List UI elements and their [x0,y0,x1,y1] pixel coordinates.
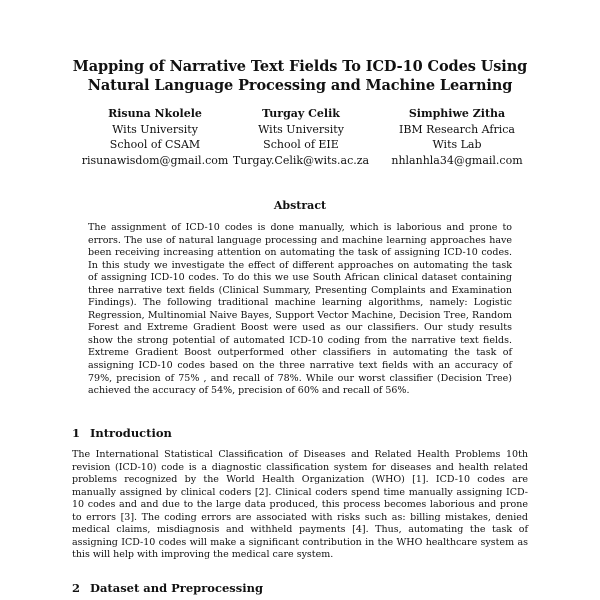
author-name: Turgay Celik [262,107,340,120]
author-affiliation: IBM Research Africa [398,122,515,136]
author-email: nhlanhla34@gmail.com [391,153,523,167]
section-number: 2 [72,581,81,595]
section-text: The International Statistical Classification of Diseases and Related Health Problems 10th revision (ICD-10) code is a diagnostic classification system for diseases and health related problems recognized by the World Health Organization (WHO) [1]. ICD-10 codes are manually assigned by clinical coders [2]. Clinical coders spend time manually assigning ICD-10 codes and and due to the large data produced, this process becomes laborious and prone to errors [3]. The coding errors are associated with risks such as: billing mistakes, denied medical claims, misdiagnosis and withheld payments [4]. Thus, automating the task of assigning ICD-10 codes will make a significant contribution in the WHO healthcare system as this will help with improving the medical care system. [72,449,528,561]
author-block [382,106,532,168]
author-block [80,106,230,168]
section-heading [72,426,172,440]
author-department: School of CSAM [109,138,201,151]
author-affiliation: Wits University [258,122,344,136]
paper-title: Mapping of Narrative Text Fields To ICD-10 Codes Using Natural Language Processing and Machine Learning [72,58,528,94]
author-name: Risuna Nkolele [108,107,202,120]
section-number: 1 [72,426,81,440]
author-affiliation: Wits University [112,122,198,136]
author-block [226,106,376,168]
author-email: risunawisdom@gmail.com [81,153,229,167]
abstract-text: The assignment of ICD-10 codes is done manually, which is laborious and prone to errors. The use of natural language processing and machine learning approaches have been receiving increasing attention on automating the task of assigning ICD-10 codes. In this study we investigate the effect of different approaches on automating the task of assigning ICD-10 codes. To do this we use South African clinical dataset containing three narrative text fields (Clinical Summary, Presenting Complaints and Examination Findings). The following traditional machine learning algorithms, namely: Logistic Regression, Multinomial Naive Bayes, Support Vector Machine, Decision Tree, Random Forest and Extreme Gradient Boost were used as our classifiers. Our study results show the strong potential of automated ICD-10 coding from the narrative text fields. Extreme Gradient Boost outperformed other classifiers in automating the task of assigning ICD-10 codes based on the three narrative text fields with an accuracy of 79%, precision of 75% , and recall of 78%. While our worst classifier (Decision Tree) achieved the accuracy of 54%, precision of 60% and recall of 56%. [88,222,512,397]
author-email: Turgay.Celik@wits.ac.za [232,153,370,167]
author-department: School of EIE [263,138,339,151]
abstract-heading: Abstract [273,199,327,212]
section-title: Introduction [90,426,172,440]
section-title: Dataset and Preprocessing [90,581,263,595]
author-department: Wits Lab [432,138,482,151]
section-heading [72,581,263,595]
author-name: Simphiwe Zitha [408,107,506,120]
